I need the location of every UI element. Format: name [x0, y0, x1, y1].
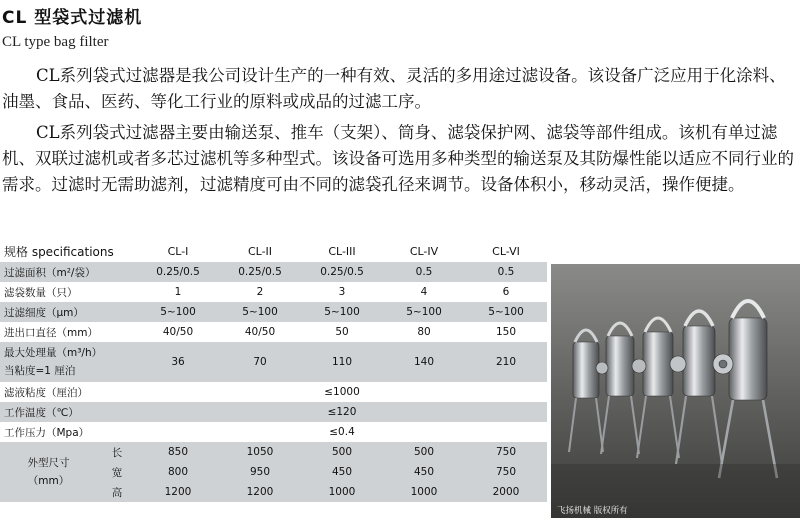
cell: 1000	[383, 482, 465, 502]
table-row	[0, 322, 547, 342]
table-row	[0, 342, 547, 382]
cell: 500	[301, 442, 383, 462]
dimension-label: 长	[97, 442, 137, 462]
cell: ≤1000	[324, 386, 360, 398]
page-subtitle: CL type bag filter	[2, 34, 109, 50]
cell: ≤120	[137, 402, 547, 422]
cell: 2000	[465, 482, 547, 502]
cell: 1200	[219, 482, 301, 502]
cell: 0.5	[465, 262, 547, 282]
cell: 5~100	[137, 302, 219, 322]
cell: 500	[383, 442, 465, 462]
product-photo	[551, 264, 800, 518]
model-header: CL-III	[328, 244, 356, 258]
dimension-label: 高	[97, 482, 137, 502]
table-row	[0, 262, 547, 282]
cell: 6	[502, 286, 510, 298]
model-header: CL-IV	[409, 244, 439, 258]
cell: 36	[137, 342, 219, 382]
row-label: 滤袋数量（只）	[4, 286, 78, 299]
cell: 50	[335, 326, 349, 338]
row-label-line: 最大处理量（m³/h）	[4, 347, 103, 359]
cell: 110	[301, 342, 383, 382]
row-label: 过滤细度（μm）	[0, 302, 137, 322]
cell: 1	[174, 286, 182, 298]
row-label: 进出口直径（mm）	[4, 326, 98, 339]
row-label-line: 当粘度=1 厘泊	[4, 365, 76, 377]
cell: 0.25/0.5	[137, 262, 219, 282]
cell: 1200	[137, 482, 219, 502]
cell: 3	[338, 286, 346, 298]
cell: 5~100	[465, 302, 547, 322]
cell: 70	[219, 342, 301, 382]
table-row	[0, 302, 547, 322]
cell: 5~100	[301, 302, 383, 322]
cell: 750	[465, 462, 547, 482]
row-label: 滤液粘度（厘泊）	[4, 386, 88, 399]
cell: 800	[137, 462, 219, 482]
row-label: 工作温度（℃）	[0, 402, 137, 422]
model-header: CL-I	[167, 244, 189, 258]
cell: 5~100	[219, 302, 301, 322]
dimensions-label	[0, 442, 97, 502]
cell: 750	[465, 442, 547, 462]
cell: 2	[256, 286, 264, 298]
dimensions-label-line: 外型尺寸	[27, 457, 70, 469]
cell: 0.5	[383, 262, 465, 282]
photo-caption: 飞扬机械 版权所有	[557, 506, 628, 516]
cell: 1050	[219, 442, 301, 462]
cell: 1000	[301, 482, 383, 502]
cell: 4	[420, 286, 428, 298]
row-label	[0, 342, 137, 382]
cell: 80	[417, 326, 431, 338]
table-row	[0, 282, 547, 302]
table-header-row	[0, 240, 547, 262]
table-row	[0, 442, 547, 462]
dimensions-label-line: （mm）	[27, 475, 70, 487]
page-title: CL 型袋式过滤机	[2, 8, 143, 28]
table-row	[0, 422, 547, 442]
cell: 40/50	[244, 326, 276, 338]
cell: 5~100	[383, 302, 465, 322]
cell: 0.25/0.5	[219, 262, 301, 282]
cell: 850	[137, 442, 219, 462]
specifications-table	[0, 240, 547, 502]
model-header: CL-II	[247, 244, 273, 258]
cell: 0.25/0.5	[301, 262, 383, 282]
cell: 140	[383, 342, 465, 382]
bag-filter-illustration	[551, 264, 800, 518]
cell: 950	[219, 462, 301, 482]
cell: 450	[383, 462, 465, 482]
spec-header-label: 规格 specifications	[4, 244, 114, 259]
cell: 210	[465, 342, 547, 382]
table-row	[0, 402, 547, 422]
table-row	[0, 382, 547, 402]
dimension-label: 宽	[97, 462, 137, 482]
cell: 40/50	[162, 326, 194, 338]
row-label: 工作压力（Mpa）	[4, 426, 90, 439]
cell: 450	[301, 462, 383, 482]
cell: 150	[495, 326, 517, 338]
intro-paragraph: CL系列袋式过滤器是我公司设计生产的一种有效、灵活的多用途过滤设备。该设备广泛应用于化涂料、油墨、食品、医药、等化工行业的原料或成品的过滤工序。	[2, 66, 786, 111]
row-label: 过滤面积（m²/袋）	[0, 262, 137, 282]
components-paragraph: CL系列袋式过滤器主要由输送泵、推车（支架）、筒身、滤袋保护网、滤袋等部件组成。该机有单过滤机、双联过滤机或者多芯过滤机等多种型式。该设备可选用多种类型的输送泵及其防爆性能以适应不同行业的需求。过滤时无需助滤剂，过滤精度可由不同的滤袋孔径来调节。设备体积小，移动灵活，操作便捷。	[2, 123, 794, 194]
model-header: CL-VI	[492, 244, 520, 258]
cell: ≤0.4	[329, 426, 355, 438]
